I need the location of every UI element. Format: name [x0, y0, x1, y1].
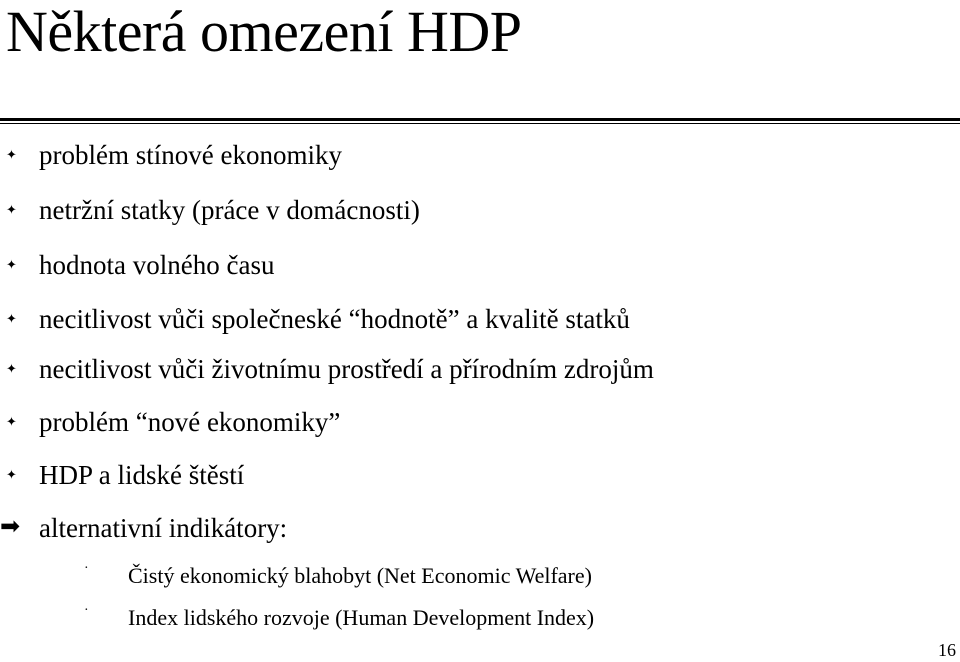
title-divider-thick — [0, 118, 960, 121]
list-item — [0, 138, 960, 172]
diamond-bullet-icon: ✦ — [6, 258, 17, 273]
diamond-bullet-icon: ✦ — [6, 148, 17, 163]
sub-item-text: Index lidského rozvoje (Human Development Index) — [128, 605, 595, 630]
sub-bullet-marker: · — [84, 561, 89, 576]
bullet-text: necitlivost vůči životnímu prostředí a přírodním zdrojům — [39, 354, 654, 384]
diamond-bullet-icon: ✦ — [6, 468, 17, 483]
arrow-right-icon: ➡ — [0, 512, 21, 540]
sub-bullet-marker: · — [84, 603, 89, 618]
arrow-item-text: alternativní indikátory: — [39, 513, 288, 543]
list-item — [0, 248, 960, 282]
arrow-list-item — [0, 511, 960, 545]
slide-title: Některá omezení HDP — [6, 0, 522, 64]
bullet-text: hodnota volného času — [39, 250, 275, 280]
sub-item-text: Čistý ekonomický blahobyt (Net Economic Welfare) — [128, 563, 592, 588]
sub-list-item — [0, 603, 960, 633]
list-item — [0, 193, 960, 227]
bullet-text: problém “nové ekonomiky” — [39, 407, 341, 437]
page-number: 16 — [938, 640, 956, 660]
title-divider-thin — [0, 123, 960, 124]
sub-list-item — [0, 561, 960, 591]
diamond-bullet-icon: ✦ — [6, 415, 17, 430]
list-item — [0, 302, 960, 336]
diamond-bullet-icon: ✦ — [6, 312, 17, 327]
bullet-text: netržní statky (práce v domácnosti) — [39, 195, 420, 225]
list-item — [0, 405, 960, 439]
diamond-bullet-icon: ✦ — [6, 203, 17, 218]
diamond-bullet-icon: ✦ — [6, 362, 17, 377]
bullet-text: problém stínové ekonomiky — [39, 140, 342, 170]
list-item — [0, 458, 960, 492]
list-item — [0, 352, 960, 386]
bullet-text: HDP a lidské štěstí — [39, 460, 245, 490]
bullet-text: necitlivost vůči společneské “hodnotě” a kvalitě statků — [39, 304, 630, 334]
